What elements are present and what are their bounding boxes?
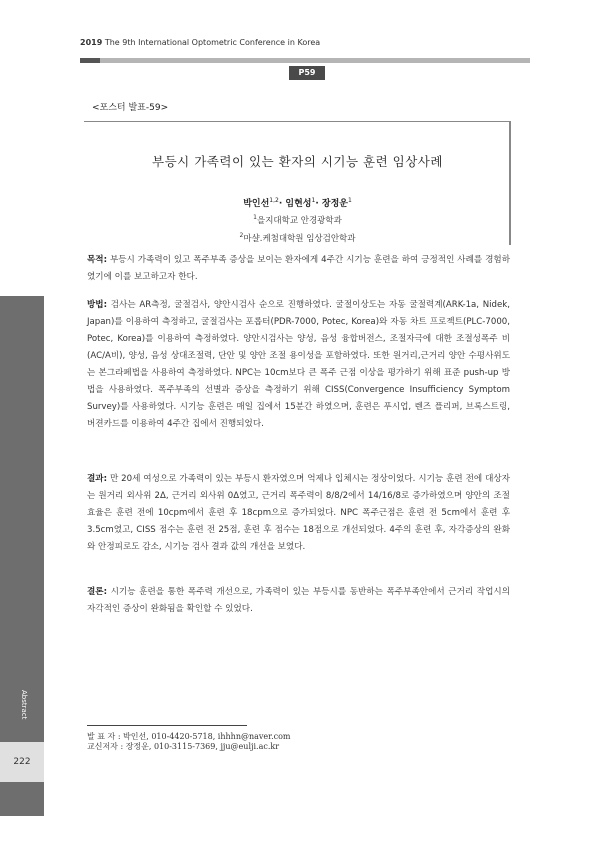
page-title: 부등시 가족력이 있는 환자의 시기능 훈련 임상사례 [152, 154, 443, 169]
affiliation-2 [84, 232, 511, 244]
affiliation-1 [84, 214, 511, 226]
affiliation-1-sup: 1 [253, 214, 257, 222]
section-side-label: Abstract [20, 690, 28, 720]
method-section [87, 297, 510, 433]
author-1: 박인선 [243, 199, 270, 209]
author-sep-1: · [278, 199, 283, 209]
header-rule-light [100, 58, 530, 63]
author-3-sup: 1 [347, 197, 352, 204]
header-rule-dark [80, 58, 100, 63]
result-label: 결과: [87, 474, 108, 484]
author-sep-2: · [315, 199, 319, 209]
header-conference: The 9th International Optometric Conference in Korea [104, 38, 321, 47]
purpose-label: 목적: [87, 255, 108, 265]
footnote-rule [87, 725, 247, 726]
conclusion-label: 결론: [87, 587, 108, 597]
conclusion-text: 시기능 훈련을 통한 폭주력 개선으로, 가족력이 있는 부등시를 동반하는 폭주부족안에서 근거리 작업시의 자각적인 증상이 완화됨을 확인할 수 있었다. [87, 587, 510, 614]
affiliation-2-text: 마샬.케첨대학원 임상검안학과 [243, 234, 356, 244]
result-section [87, 471, 510, 556]
purpose-section [87, 252, 510, 286]
author-2-sup: 1 [311, 197, 316, 204]
affiliation-2-sup: 2 [239, 232, 244, 240]
side-tab [0, 296, 44, 816]
header-year: 2019 [80, 38, 103, 47]
footnote-corresponding: 교신저자 : 장정운, 010-3115-7369, jju@eulji.ac.kr [87, 742, 280, 751]
affiliation-1-text: 을지대학교 안경광학과 [257, 216, 342, 226]
method-label: 방법: [87, 300, 108, 310]
page-number: 222 [0, 742, 44, 782]
purpose-text: 부등시 가족력이 있고 폭주부족 증상을 보이는 환자에게 4주간 시기능 훈련을 하여 긍정적인 사례를 경험하였기에 이를 보고하고자 한다. [87, 255, 510, 282]
author-1-sup: 1,2 [269, 197, 279, 204]
author-3: 장정운 [321, 199, 348, 209]
footnote-presenter: 발 표 자 : 박인선, 010-4420-5718, ihhhn@naver.com [87, 732, 291, 741]
poster-label: <포스터 발표-59> [92, 103, 169, 113]
poster-number-badge: P59 [289, 66, 325, 80]
author-2: 임현성 [285, 199, 312, 209]
conference-header [80, 38, 320, 47]
title-box [84, 121, 511, 245]
result-text: 만 20세 여성으로 가족력이 있는 부등시 환자였으며 억제나 입체시는 정상이었다. 시기능 훈련 전에 대상자는 원거리 외사위 2Δ, 근거리 외사위 0Δ였고, 근거리 폭주력이 8/8/2에서 14/16/8로 증가하였으며 양안의 조절 효율은 훈련 전에 10cpm에서 훈련 후 18cpm으로 증가되었다. NPC 폭주근점은 훈련 전 5cm에서 훈련 후 3.5cm였고, CISS 점수는 훈련 전 25점, 훈련 후 점수는 18점으로 개선되었다. 4주의 훈련 후, 자각증상의 완화와 안정피로도 감소, 시기능 검사 결과 값의 개선을 보였다. [87, 474, 510, 552]
method-text: 검사는 AR측정, 굴절검사, 양안시검사 순으로 진행하였다. 굴절이상도는 자동 굴절력계(ARK-1a, Nidek, Japan)를 이용하여 측정하고, 굴절검사는 포롭터(PDR-7000, Potec, Korea)와 자동 차트 프로젝트(PLC-7000, Potec, Korea)를 이용하여 측정하였다. 양안시검사는 양성, 음성 융합버전스, 조절자극에 대한 조절성폭주 비(AC/A비), 양성, 음성 상대조절력, 단안 및 양안 조절 용이성을 포함하였다. 또한 원거리,근거리 양안 수평사위도는 본그라페법을 사용하여 측정하였다. NPC는 10cm보다 큰 폭주 근점 이상을 평가하기 위해 표준 push-up 방법을 사용하였다. 폭주부족의 선별과 증상을 측정하기 위해 CISS(Convergence Insufficiency Symptom Survey)를 사용하였다. 시기능 훈련은 매일 집에서 15분간 하였으며, 훈련은 푸시업, 렌즈 플리퍼, 브록스트링, 버젼카드를 이용하여 4주간 집에서 진행되었다. [87, 300, 510, 429]
conclusion-section [87, 584, 510, 618]
author-list [84, 196, 511, 209]
